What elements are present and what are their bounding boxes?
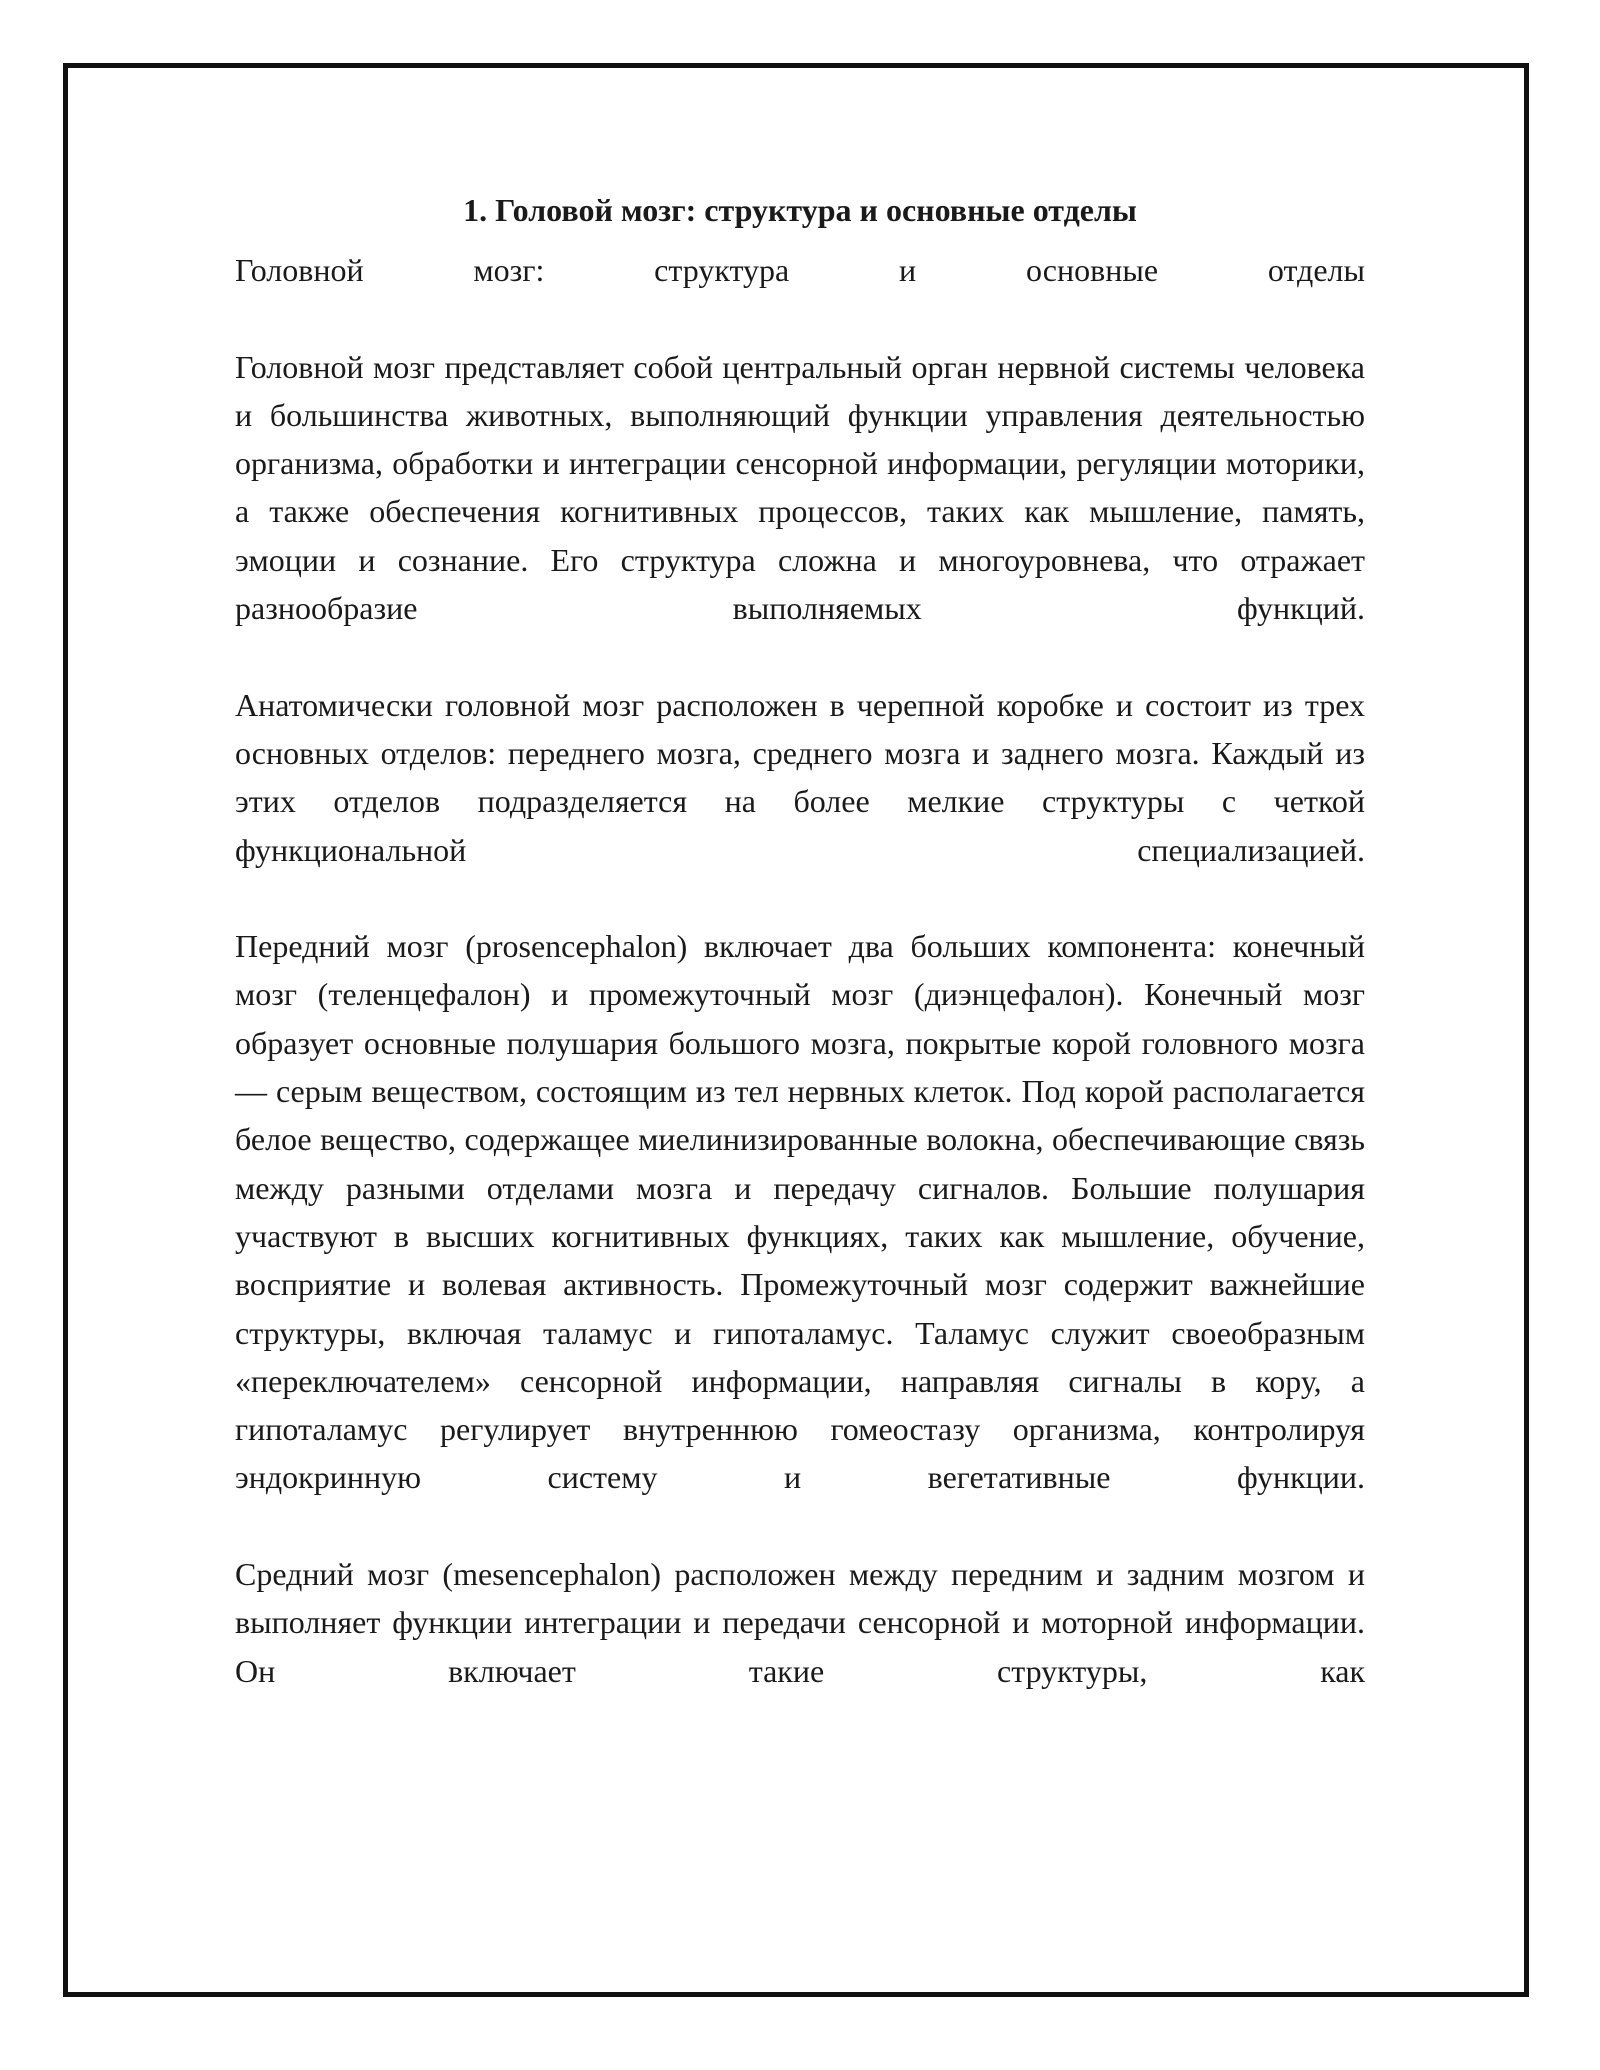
paragraph-intro: Головной мозг представляет собой центральный орган нервной системы человека и большинства животных, выполняющий функции управления деятельностью организма, обработки и интеграции сенсорной информации, регуляции моторики, а также обеспечения когнитивных процессов, таких как мышление, память, эмоции и сознание. Его структура сложна и многоуровнева, что отражает разнообразие выполняемых функций. <box>235 348 1365 627</box>
paragraph-anatomy: Анатомически головной мозг расположен в черепной коробке и состоит из трех основных отделов: переднего мозга, среднего мозга и заднего мозга. Каждый из этих отделов подразделяется на более мелкие структуры с четкой функциональной специализацией. <box>235 686 1365 868</box>
paragraph-forebrain: Передний мозг (prosencephalon) включает два больших компонента: конечный мозг (теленцефалон) и промежуточный мозг (диэнцефалон). Конечный мозг образует основные полушария большого мозга, покрытые корой головного мозга — серым веществом, состоящим из тел нервных клеток. Под корой располагается белое вещество, содержащее миелинизированные волокна, обеспечивающие связь между разными отделами мозга и передачу сигналов. Большие полушария участвуют в высших когнитивных функциях, таких как мышление, обучение, восприятие и волевая активность. Промежуточный мозг содержит важнейшие структуры, включая таламус и гипоталамус. Таламус служит своеобразным «переключателем» сенсорной информации, направляя сигналы в кору, а гипоталамус регулирует внутреннюю гомеостазу организма, контролируя эндокринную систему и вегетативные функции. <box>235 928 1365 1496</box>
paragraph-subtitle: Головной мозг: структура и основные отделы <box>235 252 1365 288</box>
document-title: 1. Головой мозг: структура и основные отделы <box>463 192 1137 228</box>
paragraph-midbrain: Средний мозг (mesencephalon) расположен между передним и задним мозгом и выполняет функции интеграции и передачи сенсорной и моторной информации. Он включает такие структуры, как <box>235 1556 1365 1689</box>
page-content <box>235 186 1365 1695</box>
